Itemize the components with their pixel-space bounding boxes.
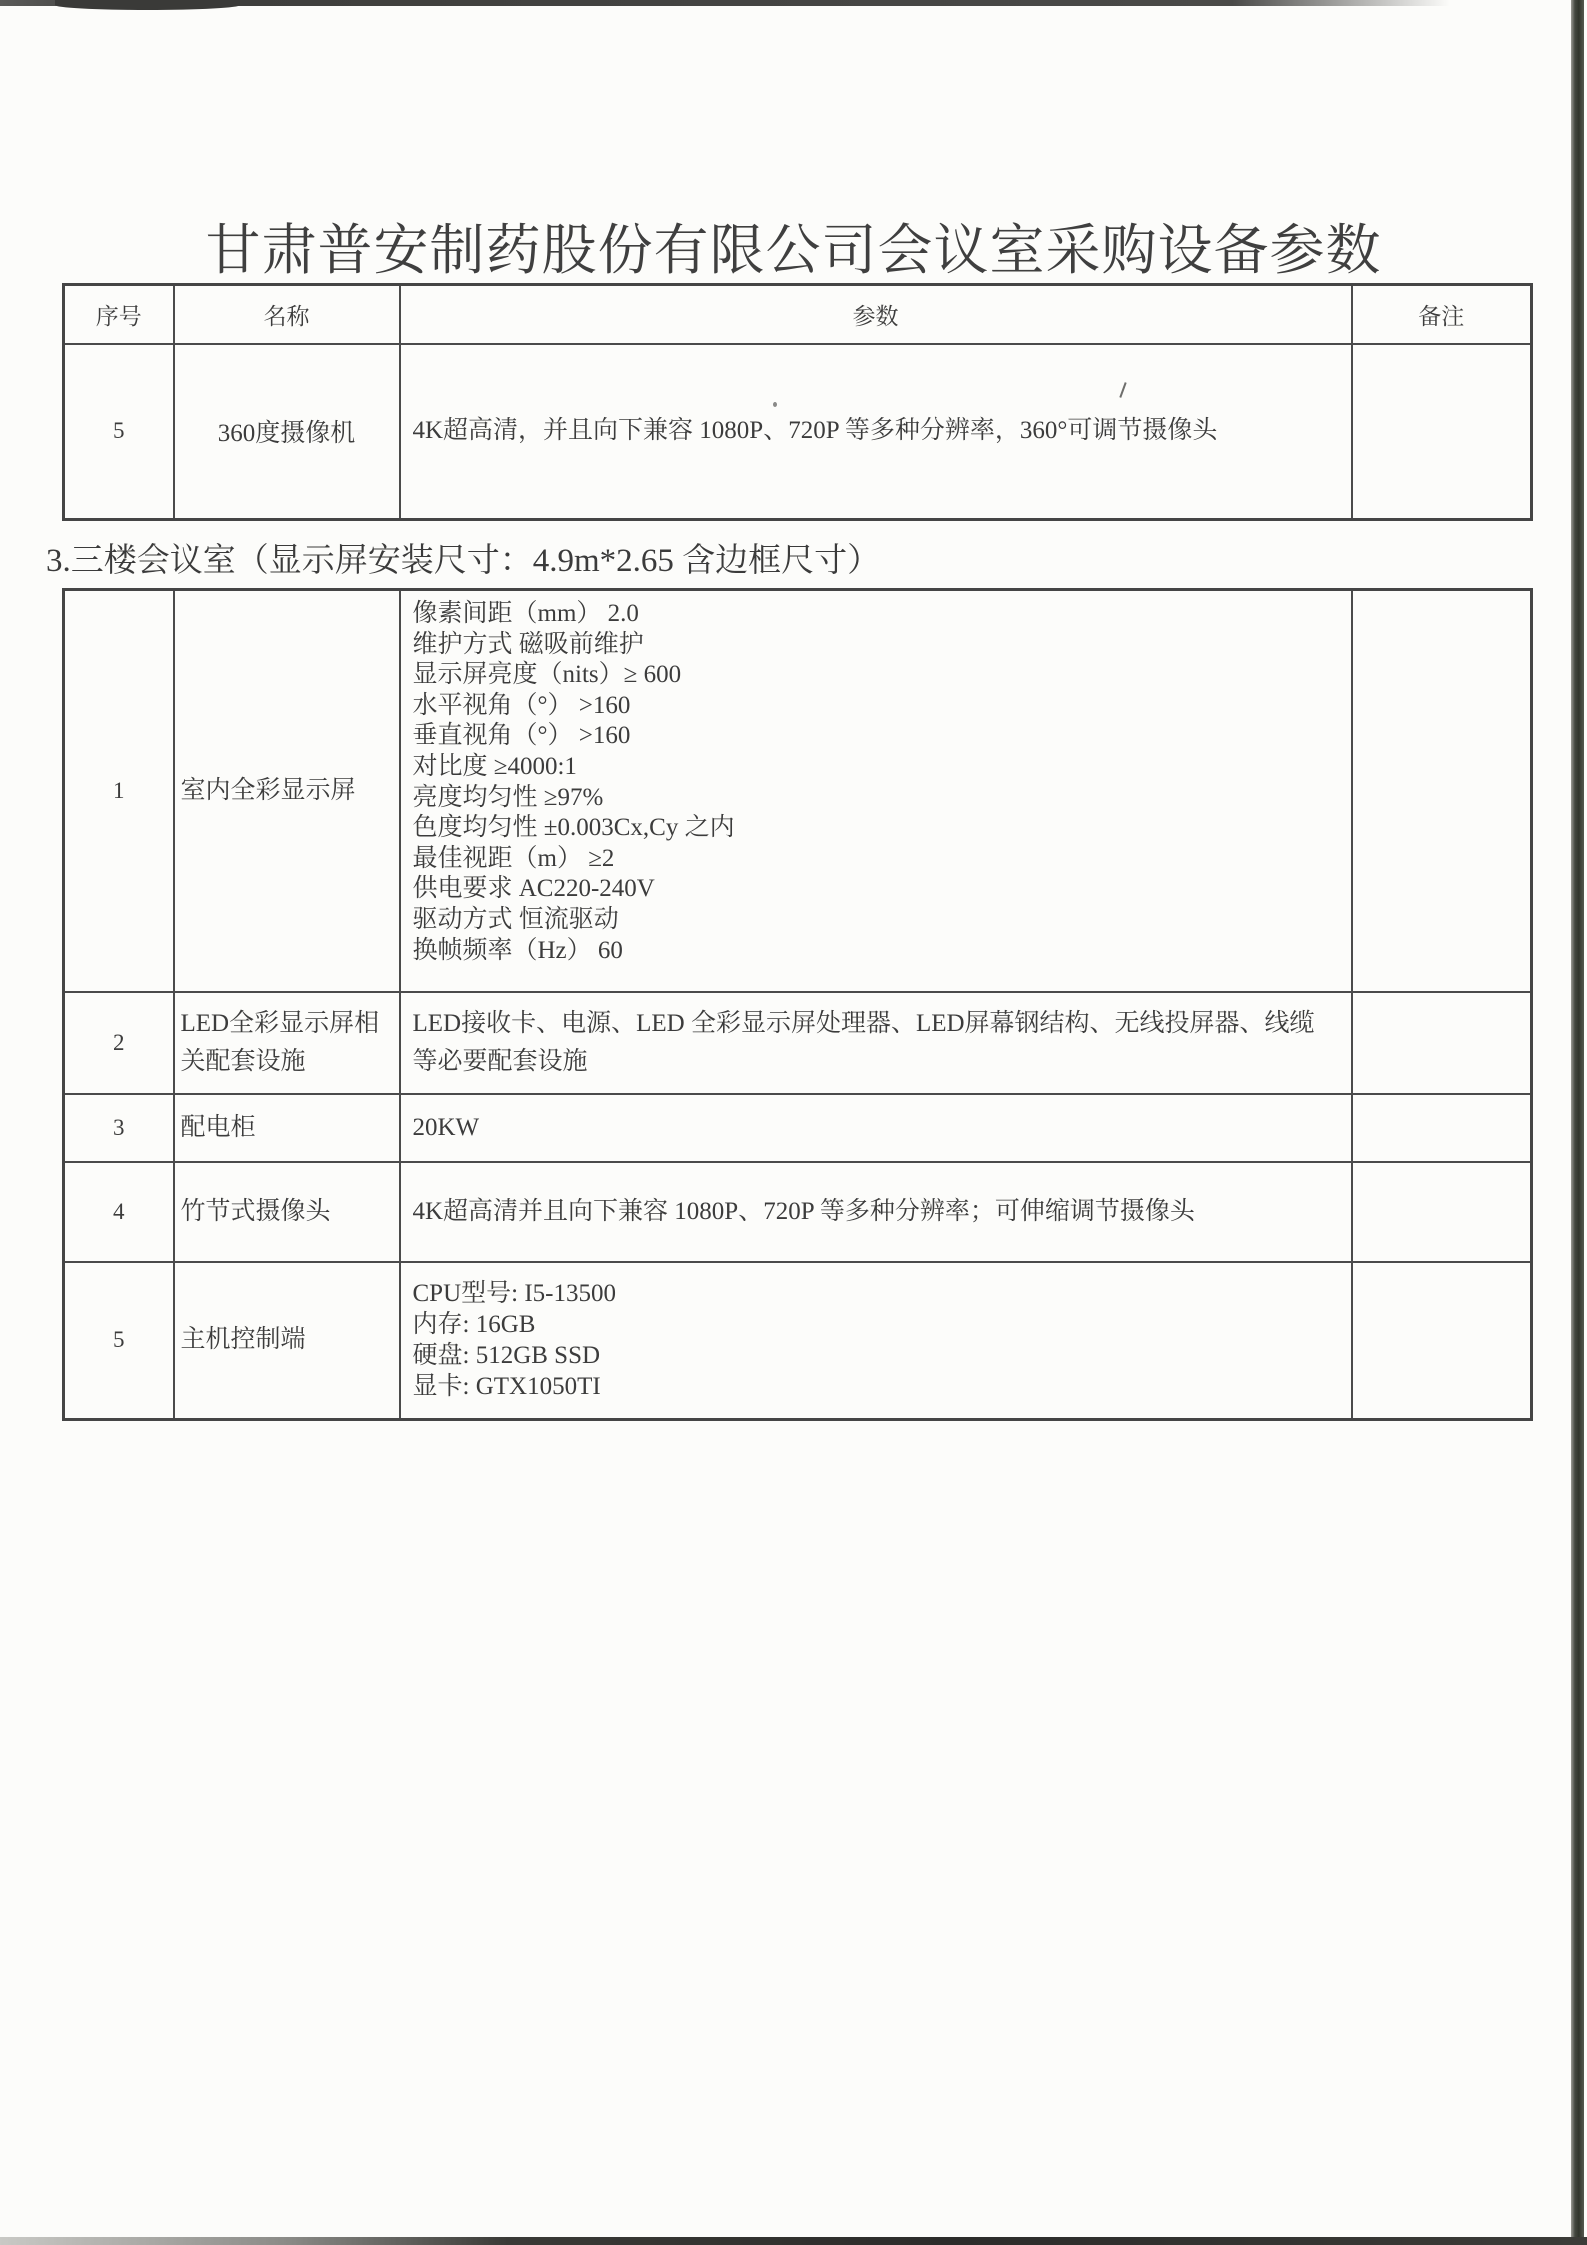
equipment-table-floor3 xyxy=(62,588,1533,1421)
row-name: 360度摄像机 xyxy=(174,344,400,520)
table-row xyxy=(64,590,1532,992)
table-row xyxy=(64,1094,1532,1162)
param-line: 驱动方式 恒流驱动 xyxy=(412,905,619,933)
param-line: 最佳视距（m） ≥2 xyxy=(412,844,615,872)
header-name: 名称 xyxy=(174,285,400,344)
page-title: 甘肃普安制药股份有限公司会议室采购设备参数 xyxy=(205,220,1382,281)
param-line: 显卡: GTX1050TI xyxy=(412,1373,601,1401)
row-remark xyxy=(1352,590,1532,992)
param-line: 硬盘: 512GB SSD xyxy=(412,1342,601,1370)
row-no: 1 xyxy=(64,590,174,992)
row-param: 4K超高清并且向下兼容 1080P、720P 等多种分辨率；可伸缩调节摄像头 xyxy=(400,1162,1352,1262)
param-line: 垂直视角（°） >160 xyxy=(412,722,631,750)
param-line: 内存: 16GB xyxy=(412,1311,536,1339)
table-row xyxy=(64,1162,1532,1262)
row-no: 4 xyxy=(64,1162,174,1262)
table-row xyxy=(64,992,1532,1094)
row-param: LED接收卡、电源、LED 全彩显示屏处理器、LED屏幕钢结构、无线投屏器、线缆等必要配套设施 xyxy=(400,992,1352,1094)
row-name: LED全彩显示屏相关配套设施 xyxy=(174,992,400,1094)
param-line: 供电要求 AC220-240V xyxy=(412,875,655,903)
row-remark xyxy=(1352,1162,1532,1262)
param-line: 像素间距（mm） 2.0 xyxy=(412,600,639,627)
row-remark xyxy=(1352,1094,1532,1162)
row-name: 竹节式摄像头 xyxy=(174,1162,400,1262)
param-line: 维护方式 磁吸前维护 xyxy=(412,630,644,658)
header-remark: 备注 xyxy=(1352,285,1532,344)
row-remark xyxy=(1352,992,1532,1094)
scan-edge-top-blob xyxy=(55,0,240,10)
header-no: 序号 xyxy=(64,285,174,344)
row-remark xyxy=(1352,344,1532,520)
table-row xyxy=(64,344,1532,520)
row-param: 20KW xyxy=(400,1094,1352,1162)
param-line: CPU型号: I5-13500 xyxy=(412,1280,616,1308)
param-line: 对比度 ≥4000:1 xyxy=(412,752,577,780)
row-no: 5 xyxy=(64,344,174,520)
row-param: 4K超高清，并且向下兼容 1080P、720P 等多种分辨率，360°可调节摄像头 xyxy=(400,344,1352,520)
row-no: 2 xyxy=(64,992,174,1094)
header-param: 参数 xyxy=(400,285,1352,344)
row-name: 主机控制端 xyxy=(174,1262,400,1420)
row-param-list xyxy=(400,590,1352,992)
param-line: 显示屏亮度（nits）≥ 600 xyxy=(412,661,682,689)
table-row xyxy=(64,1262,1532,1420)
param-line: 亮度均匀性 ≥97% xyxy=(412,783,604,811)
row-no: 3 xyxy=(64,1094,174,1162)
scan-edge-right xyxy=(1571,0,1584,2245)
row-no: 5 xyxy=(64,1262,174,1420)
row-param-list xyxy=(400,1262,1352,1420)
section-heading: 3.三楼会议室（显示屏安装尺寸：4.9m*2.65 含边框尺寸） xyxy=(46,543,881,579)
table-header-row xyxy=(64,285,1532,344)
param-line: 色度均匀性 ±0.003Cx,Cy 之内 xyxy=(412,814,735,842)
param-line: 水平视角（°） >160 xyxy=(412,691,631,719)
row-name: 室内全彩显示屏 xyxy=(174,590,400,992)
row-name: 配电柜 xyxy=(174,1094,400,1162)
scan-edge-bottom xyxy=(0,2237,1587,2245)
param-line: 换帧频率（Hz） 60 xyxy=(412,936,623,964)
row-remark xyxy=(1352,1262,1532,1420)
equipment-table-main xyxy=(62,283,1533,521)
